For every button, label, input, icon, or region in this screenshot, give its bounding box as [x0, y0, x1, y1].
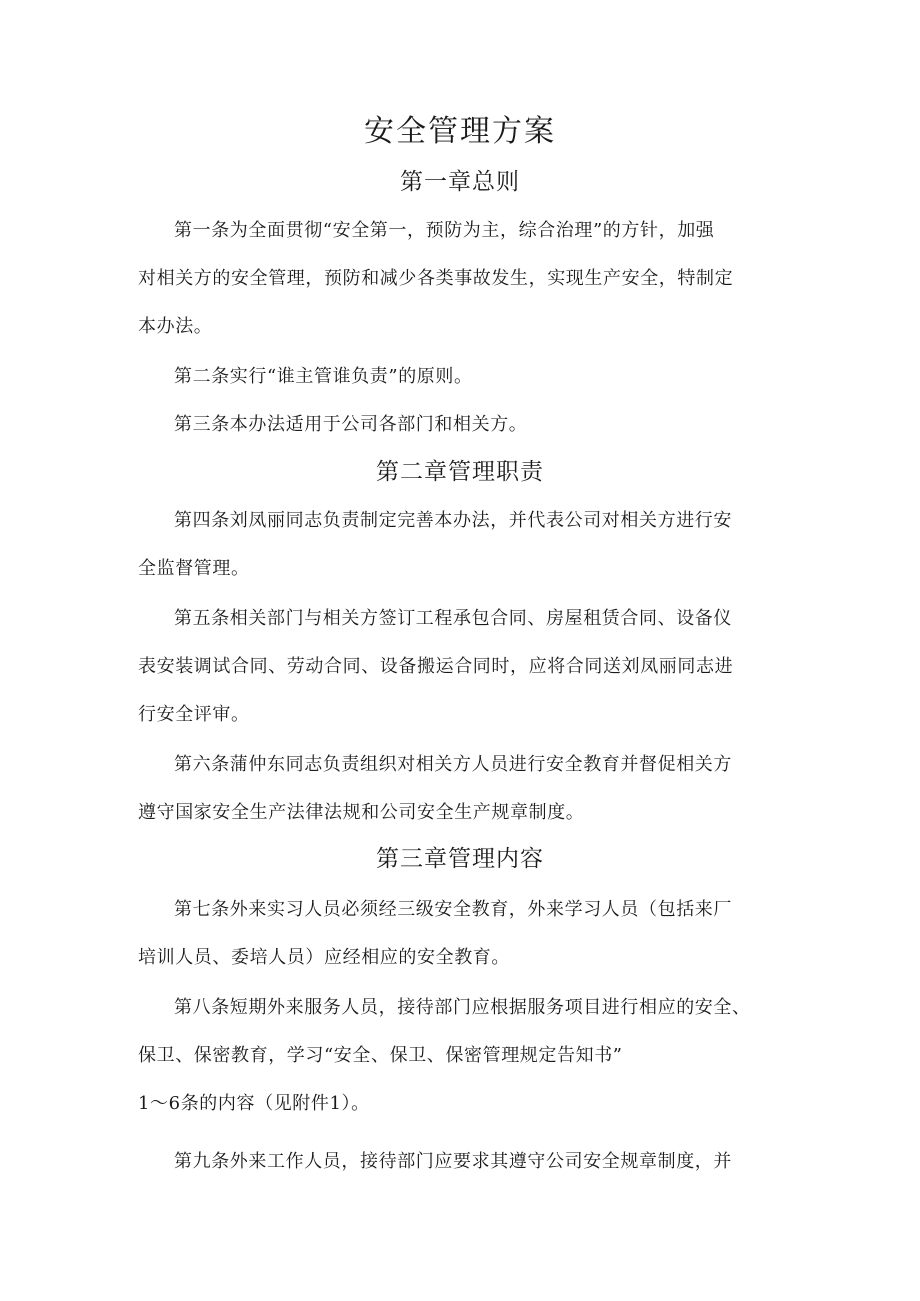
article-9-line-1: 第九条外来工作人员，接待部门应要求其遵守公司安全规章制度，并	[174, 1151, 732, 1172]
article-3-line-1: 第三条本办法适用于公司各部门和相关方。	[174, 414, 528, 435]
article-6-line-1: 第六条蒲仲东同志负责组织对相关方人员进行安全教育并督促相关方	[174, 754, 732, 775]
article-1-line-3: 本办法。	[138, 316, 213, 337]
article-8-line-2: 保卫、保密教育，学习“安全、保卫、保密管理规定告知书”	[138, 1045, 623, 1066]
article-5-line-3: 行安全评审。	[138, 704, 250, 725]
chapter-heading-2: 第二章管理职责	[376, 459, 544, 485]
article-3	[138, 401, 788, 449]
article-1	[138, 207, 788, 351]
article-8-line-3: 1～6条的内容（见附件1）。	[138, 1093, 370, 1114]
document-title: 安全管理方案	[364, 114, 556, 149]
article-4-line-2: 全监督管理。	[138, 558, 250, 579]
article-8-line-1: 第八条短期外来服务人员，接待部门应根据服务项目进行相应的安全、	[174, 997, 751, 1018]
article-1-line-2: 对相关方的安全管理，预防和减少各类事故发生，实现生产安全，特制定	[138, 268, 734, 289]
article-9	[138, 1138, 788, 1186]
article-4-line-1: 第四条刘凤丽同志负责制定完善本办法，并代表公司对相关方进行安	[174, 510, 732, 531]
article-5-line-2: 表安装调试合同、劳动合同、设备搬运合同时，应将合同送刘凤丽同志进	[138, 656, 734, 677]
article-5	[138, 595, 788, 739]
article-2	[138, 353, 788, 401]
article-7-line-2: 培训人员、委培人员）应经相应的安全教育。	[138, 947, 510, 968]
chapter-heading-1: 第一章总则	[400, 169, 520, 195]
article-8	[138, 984, 788, 1128]
article-1-line-1: 第一条为全面贯彻“安全第一，预防为主，综合治理”的方针，加强	[174, 220, 715, 241]
article-2-line-1: 第二条实行“谁主管谁负责”的原则。	[174, 366, 473, 387]
article-5-line-1: 第五条相关部门与相关方签订工程承包合同、房屋租赁合同、设备仪	[174, 608, 732, 629]
chapter-heading-3: 第三章管理内容	[376, 846, 544, 872]
article-7-line-1: 第七条外来实习人员必须经三级安全教育，外来学习人员（包括来厂	[174, 899, 732, 920]
article-4	[138, 497, 788, 593]
article-6	[138, 741, 788, 837]
article-6-line-2: 遵守国家安全生产法律法规和公司安全生产规章制度。	[138, 802, 585, 823]
article-7	[138, 886, 788, 982]
